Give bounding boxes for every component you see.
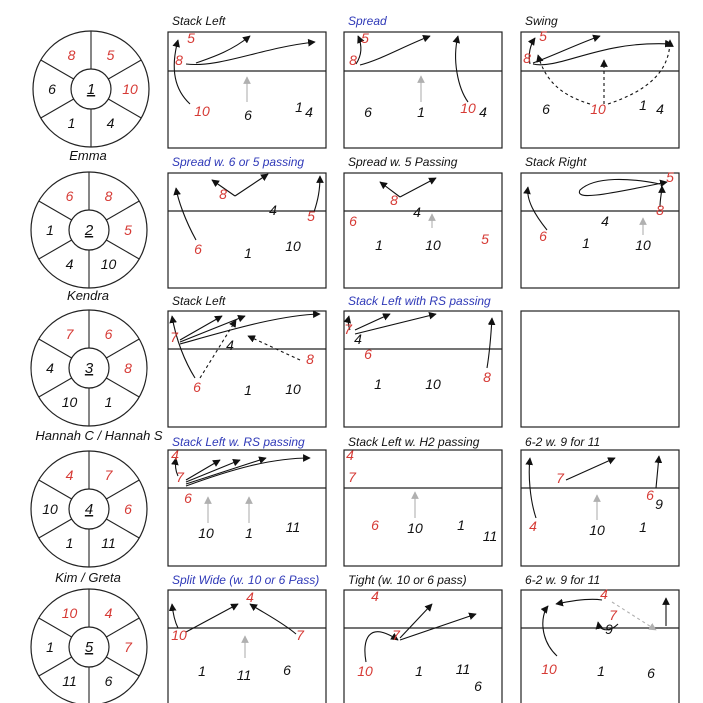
rotation-wheel-2 bbox=[31, 172, 147, 288]
court-11-player-6: 6 bbox=[371, 517, 379, 533]
rotation-3-slot-5: 4 bbox=[46, 360, 54, 376]
movement-arrow bbox=[180, 314, 320, 344]
rotation-5-slot-2: 7 bbox=[124, 639, 132, 655]
court-11-player-7: 7 bbox=[348, 469, 356, 485]
court-diagram-9 bbox=[521, 311, 679, 427]
rotation-wheel-3 bbox=[31, 310, 147, 426]
court-diagram-1-title: Stack Left bbox=[172, 14, 226, 28]
court-diagram-10-title: Stack Left w. RS passing bbox=[172, 435, 305, 449]
court-diagram-15-title: 6-2 w. 9 for 11 bbox=[525, 573, 601, 587]
rotation-4-slot-6: 4 bbox=[65, 467, 74, 484]
movement-arrow bbox=[172, 316, 195, 378]
court-15-player-1: 1 bbox=[597, 663, 605, 679]
court-diagram-13-title: Split Wide (w. 10 or 6 Pass) bbox=[172, 573, 320, 587]
court-3-player-4: 4 bbox=[656, 101, 664, 117]
court-diagram-3-title: Swing bbox=[525, 14, 558, 28]
court-2-player-1: 1 bbox=[417, 104, 425, 120]
court-3-player-1: 1 bbox=[639, 97, 647, 113]
court-2-player-8: 8 bbox=[349, 52, 357, 68]
court-15-player-10: 10 bbox=[541, 661, 557, 677]
court-10-player-11: 11 bbox=[285, 519, 301, 535]
court-4-player-5: 5 bbox=[307, 208, 315, 224]
court-8-player-6: 6 bbox=[364, 346, 372, 362]
movement-arrow bbox=[355, 314, 390, 330]
rotation-4-player-name: Hannah C / Hannah S bbox=[35, 428, 163, 443]
court-11-player-11: 11 bbox=[482, 528, 498, 544]
court-14-player-11: 11 bbox=[455, 661, 471, 677]
rotation-2-slot-6: 6 bbox=[65, 188, 74, 205]
court-14-player-10: 10 bbox=[357, 663, 373, 679]
rotation-2-slot-4: 4 bbox=[65, 255, 74, 272]
movement-arrow bbox=[314, 176, 320, 212]
court-2-player-10: 10 bbox=[460, 100, 476, 116]
court-8-player-1: 1 bbox=[374, 376, 382, 392]
court-6-player-4: 4 bbox=[601, 213, 609, 229]
rotation-5-setter: 5 bbox=[84, 639, 94, 656]
rotation-3-slot-3: 1 bbox=[104, 393, 113, 410]
rotation-3-slot-4: 10 bbox=[61, 393, 78, 410]
court-5-player-4: 4 bbox=[413, 204, 421, 220]
movement-arrow bbox=[248, 336, 300, 360]
movement-arrow bbox=[612, 602, 656, 630]
court-7-player-6: 6 bbox=[193, 379, 201, 395]
court-2-player-5: 5 bbox=[361, 30, 369, 46]
rotation-5-slot-6: 10 bbox=[61, 605, 78, 622]
rotation-2-slot-5: 1 bbox=[46, 222, 54, 238]
court-15-player-4: 4 bbox=[600, 586, 608, 602]
rotation-3-slot-6: 7 bbox=[65, 326, 74, 343]
court-4-player-6: 6 bbox=[194, 241, 202, 257]
rotation-1-slot-1: 5 bbox=[106, 47, 115, 64]
court-diagram-4 bbox=[168, 155, 326, 288]
rotation-wheel-4 bbox=[31, 451, 147, 567]
court-diagram-6-title: Stack Right bbox=[525, 155, 587, 169]
court-5-player-5: 5 bbox=[481, 231, 489, 247]
rotation-5-slot-4: 11 bbox=[62, 672, 77, 689]
court-14-player-1: 1 bbox=[415, 663, 423, 679]
rotation-3-player-name: Kendra bbox=[67, 288, 109, 303]
court-diagram-12-title: 6-2 w. 9 for 11 bbox=[525, 435, 601, 449]
rotation-5-slot-1: 4 bbox=[104, 605, 113, 622]
rotation-2-setter: 2 bbox=[84, 222, 94, 239]
movement-arrow bbox=[538, 55, 590, 104]
court-diagram-2-title: Spread bbox=[348, 14, 387, 28]
rotation-5-slot-5: 1 bbox=[46, 639, 54, 655]
court-6-player-6: 6 bbox=[539, 228, 547, 244]
court-1-player-4: 4 bbox=[305, 104, 313, 120]
court-13-player-7: 7 bbox=[296, 627, 304, 643]
court-7-player-4: 4 bbox=[226, 337, 234, 353]
movement-arrow bbox=[400, 604, 432, 638]
court-diagram-4-title: Spread w. 6 or 5 passing bbox=[172, 155, 305, 169]
court-12-player-7: 7 bbox=[556, 470, 564, 486]
court-13-player-10: 10 bbox=[171, 627, 187, 643]
rotation-1-slot-2: 10 bbox=[122, 81, 138, 97]
court-5-player-10: 10 bbox=[425, 237, 441, 253]
rotation-2-slot-2: 5 bbox=[124, 222, 132, 238]
court-diagram-11-title: Stack Left w. H2 passing bbox=[348, 435, 480, 449]
movement-arrow bbox=[186, 458, 310, 486]
movement-arrow bbox=[566, 458, 615, 480]
court-3-player-10: 10 bbox=[590, 101, 606, 117]
court-14-player-7: 7 bbox=[392, 627, 400, 643]
court-3-player-6: 6 bbox=[542, 101, 550, 117]
movement-arrow bbox=[172, 604, 178, 628]
movement-arrow bbox=[235, 174, 268, 196]
court-12-player-4: 4 bbox=[529, 518, 537, 534]
movement-arrow bbox=[556, 599, 602, 604]
court-12-player-1: 1 bbox=[639, 519, 647, 535]
rotation-4-slot-1: 7 bbox=[104, 467, 113, 484]
movement-arrow bbox=[487, 318, 492, 368]
court-1-player-5: 5 bbox=[187, 30, 195, 46]
court-4-player-10: 10 bbox=[285, 238, 301, 254]
rotation-wheels bbox=[31, 31, 163, 703]
movement-arrow bbox=[608, 40, 670, 104]
court-10-player-4: 4 bbox=[171, 447, 179, 463]
court-diagram-5 bbox=[344, 155, 502, 288]
movement-arrow bbox=[656, 456, 659, 488]
court-15-player-6: 6 bbox=[647, 665, 655, 681]
court-13-player-4: 4 bbox=[246, 589, 254, 605]
court-8-player-10: 10 bbox=[425, 376, 441, 392]
rotation-4-slot-2: 6 bbox=[124, 501, 132, 517]
court-11-player-4: 4 bbox=[346, 447, 354, 463]
court-15-player-7: 7 bbox=[609, 607, 617, 623]
rotation-5-player-name: Kim / Greta bbox=[55, 570, 121, 585]
court-6-player-1: 1 bbox=[582, 235, 590, 251]
rotation-4-slot-4: 1 bbox=[65, 534, 74, 551]
rotation-5-slot-3: 6 bbox=[104, 672, 113, 689]
court-diagram-5-title: Spread w. 5 Passing bbox=[348, 155, 458, 169]
rotation-3-setter: 3 bbox=[84, 360, 94, 377]
court-12-player-10: 10 bbox=[589, 522, 605, 538]
movement-arrow bbox=[400, 178, 436, 197]
court-14-player-4: 4 bbox=[371, 588, 379, 604]
court-10-player-10: 10 bbox=[198, 525, 214, 541]
court-8-player-8: 8 bbox=[483, 369, 491, 385]
rotation-2-slot-3: 10 bbox=[100, 255, 117, 272]
court-15-player-9: 9 bbox=[605, 621, 613, 637]
movement-arrow bbox=[543, 606, 557, 656]
court-diagram-7 bbox=[168, 294, 326, 427]
rotation-2-player-name: Emma bbox=[69, 148, 107, 163]
movement-arrow bbox=[174, 40, 190, 104]
court-11-player-10: 10 bbox=[407, 520, 423, 536]
movement-arrow bbox=[400, 614, 476, 640]
court-6-player-5: 5 bbox=[666, 169, 674, 185]
movement-arrow bbox=[196, 36, 250, 63]
court-1-player-1: 1 bbox=[295, 99, 303, 115]
rotation-2-slot-1: 8 bbox=[104, 188, 113, 205]
court-10-player-1: 1 bbox=[245, 525, 253, 541]
court-5-player-6: 6 bbox=[349, 213, 357, 229]
court-1-player-8: 8 bbox=[175, 52, 183, 68]
court-11-player-1: 1 bbox=[457, 517, 465, 533]
court-1-player-10: 10 bbox=[194, 103, 210, 119]
court-8-player-7: 7 bbox=[344, 321, 352, 337]
player-numbers bbox=[170, 28, 674, 694]
movement-arrow bbox=[528, 187, 547, 230]
movement-arrow bbox=[360, 36, 430, 65]
movement-arrow bbox=[250, 604, 296, 634]
court-2-player-4: 4 bbox=[479, 104, 487, 120]
court-4-player-1: 1 bbox=[244, 245, 252, 261]
court-5-player-8: 8 bbox=[390, 192, 398, 208]
court-7-player-8: 8 bbox=[306, 351, 314, 367]
rotation-1-slot-5: 6 bbox=[48, 81, 56, 97]
rotation-4-slot-5: 10 bbox=[42, 501, 58, 517]
court-diagram-14-title: Tight (w. 10 or 6 pass) bbox=[348, 573, 467, 587]
court-1-player-6: 6 bbox=[244, 107, 252, 123]
court-diagram-6 bbox=[521, 155, 679, 288]
rotation-3-slot-1: 6 bbox=[104, 326, 113, 343]
rotation-1-slot-6: 8 bbox=[67, 47, 76, 64]
court-4-player-8: 8 bbox=[219, 186, 227, 202]
court-2-player-6: 6 bbox=[364, 104, 372, 120]
movement-arrow bbox=[456, 36, 468, 102]
court-13-player-11: 11 bbox=[236, 667, 252, 683]
court-3-player-5: 5 bbox=[539, 28, 547, 44]
movement-arrow bbox=[579, 179, 667, 195]
movement-arrow bbox=[176, 188, 196, 240]
rotation-4-slot-3: 11 bbox=[101, 534, 116, 551]
court-diagram-11 bbox=[344, 435, 502, 566]
court-7-player-7: 7 bbox=[170, 329, 178, 345]
movement-arrow bbox=[186, 42, 315, 65]
court-10-player-6: 6 bbox=[184, 490, 192, 506]
court-diagram-8-title: Stack Left with RS passing bbox=[348, 294, 491, 308]
court-13-player-6: 6 bbox=[283, 662, 291, 678]
rotation-3-slot-2: 8 bbox=[124, 360, 132, 376]
court-8-player-4: 4 bbox=[354, 331, 362, 347]
rotation-4-setter: 4 bbox=[84, 501, 94, 518]
rotation-wheel-5 bbox=[31, 589, 147, 703]
court-diagram-7-title: Stack Left bbox=[172, 294, 226, 308]
court-5-player-1: 1 bbox=[375, 237, 383, 253]
rotation-1-setter: 1 bbox=[86, 81, 96, 98]
court-3-player-8: 8 bbox=[523, 50, 531, 66]
court-6-player-10: 10 bbox=[635, 237, 651, 253]
rotation-1-slot-4: 1 bbox=[67, 114, 76, 131]
court-12-player-6: 6 bbox=[646, 487, 654, 503]
court-6-player-8: 8 bbox=[656, 202, 664, 218]
court-10-player-7: 7 bbox=[176, 469, 184, 485]
court-7-player-10: 10 bbox=[285, 381, 301, 397]
court-12-player-9: 9 bbox=[655, 496, 663, 512]
court-14-player-6: 6 bbox=[474, 678, 482, 694]
rotation-wheel-1 bbox=[33, 31, 149, 147]
court-4-player-4: 4 bbox=[269, 202, 277, 218]
movement-arrow bbox=[186, 458, 266, 484]
court-7-player-1: 1 bbox=[244, 382, 252, 398]
court-13-player-1: 1 bbox=[198, 663, 206, 679]
rotation-1-slot-3: 4 bbox=[106, 114, 115, 131]
